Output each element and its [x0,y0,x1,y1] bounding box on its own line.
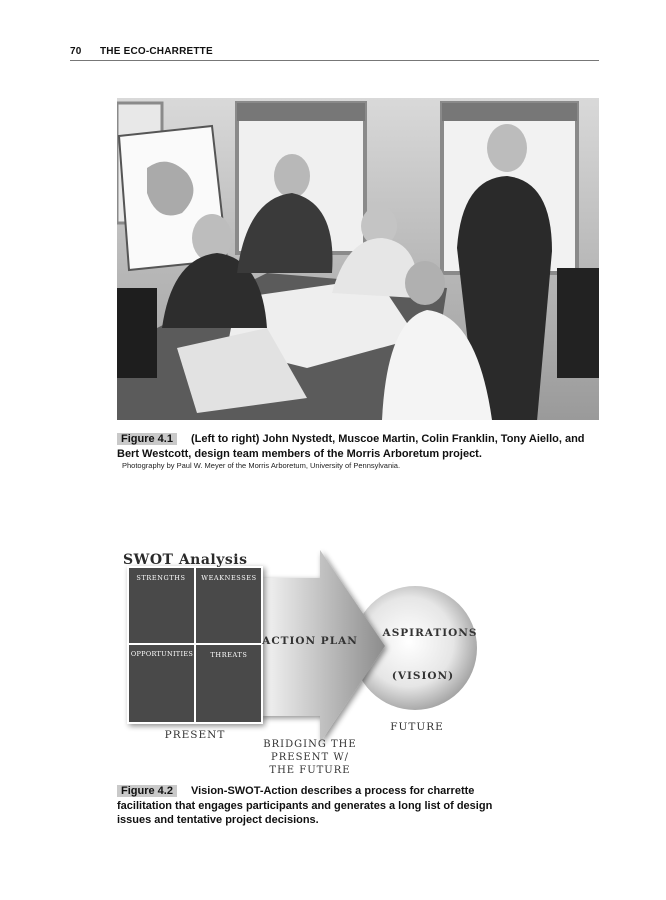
swot-diagram [115,548,485,783]
quadrant-strengths: Strengths [136,574,186,582]
figure-4-2-label: Figure 4.2 [117,785,177,797]
figure-4-1-caption-text: (Left to right) John Nystedt, Muscoe Martin, Colin Franklin, Tony Aiello, and Bert Westcott, design team members of the Morris Arboretum project. [117,433,585,460]
figure-4-1-caption [117,432,607,461]
figure-4-1-label: Figure 4.1 [117,433,177,445]
page-number: 70 [70,46,82,57]
running-header [70,46,599,61]
figure-4-2-caption-text: Vision-SWOT-Action describes a process for charrette facilitation that engages participants and generates a long list of design issues and tentative project decisions. [117,785,493,826]
swot-diagram-graphic [115,548,485,783]
quadrant-threats: Threats [210,651,248,659]
running-title: THE ECO-CHARRETTE [100,46,213,57]
quadrant-weaknesses: Weaknesses [201,574,257,582]
aspirations-label: Aspirations [382,627,478,639]
photo-credit: Photography by Paul W. Meyer of the Morris Arboretum, University of Pennsylvania. [122,461,401,470]
swot-grid [127,566,263,724]
future-label: Future [390,721,444,733]
swot-title: SWOT Analysis [123,552,248,568]
bridge-label-line-2: Present w/ [271,752,349,763]
figure-4-1-photo [117,98,599,420]
vision-label: (Vision) [391,670,455,682]
bridge-label-line-3: the Future [269,765,351,776]
present-label: Present [164,729,226,741]
action-plan-label: Action Plan [262,635,358,647]
photo-illustration [117,98,599,420]
figure-4-2-caption [117,784,497,828]
quadrant-opportunities: Opportunities [130,650,194,658]
bridge-label-line-1: Bridging the [263,739,357,750]
